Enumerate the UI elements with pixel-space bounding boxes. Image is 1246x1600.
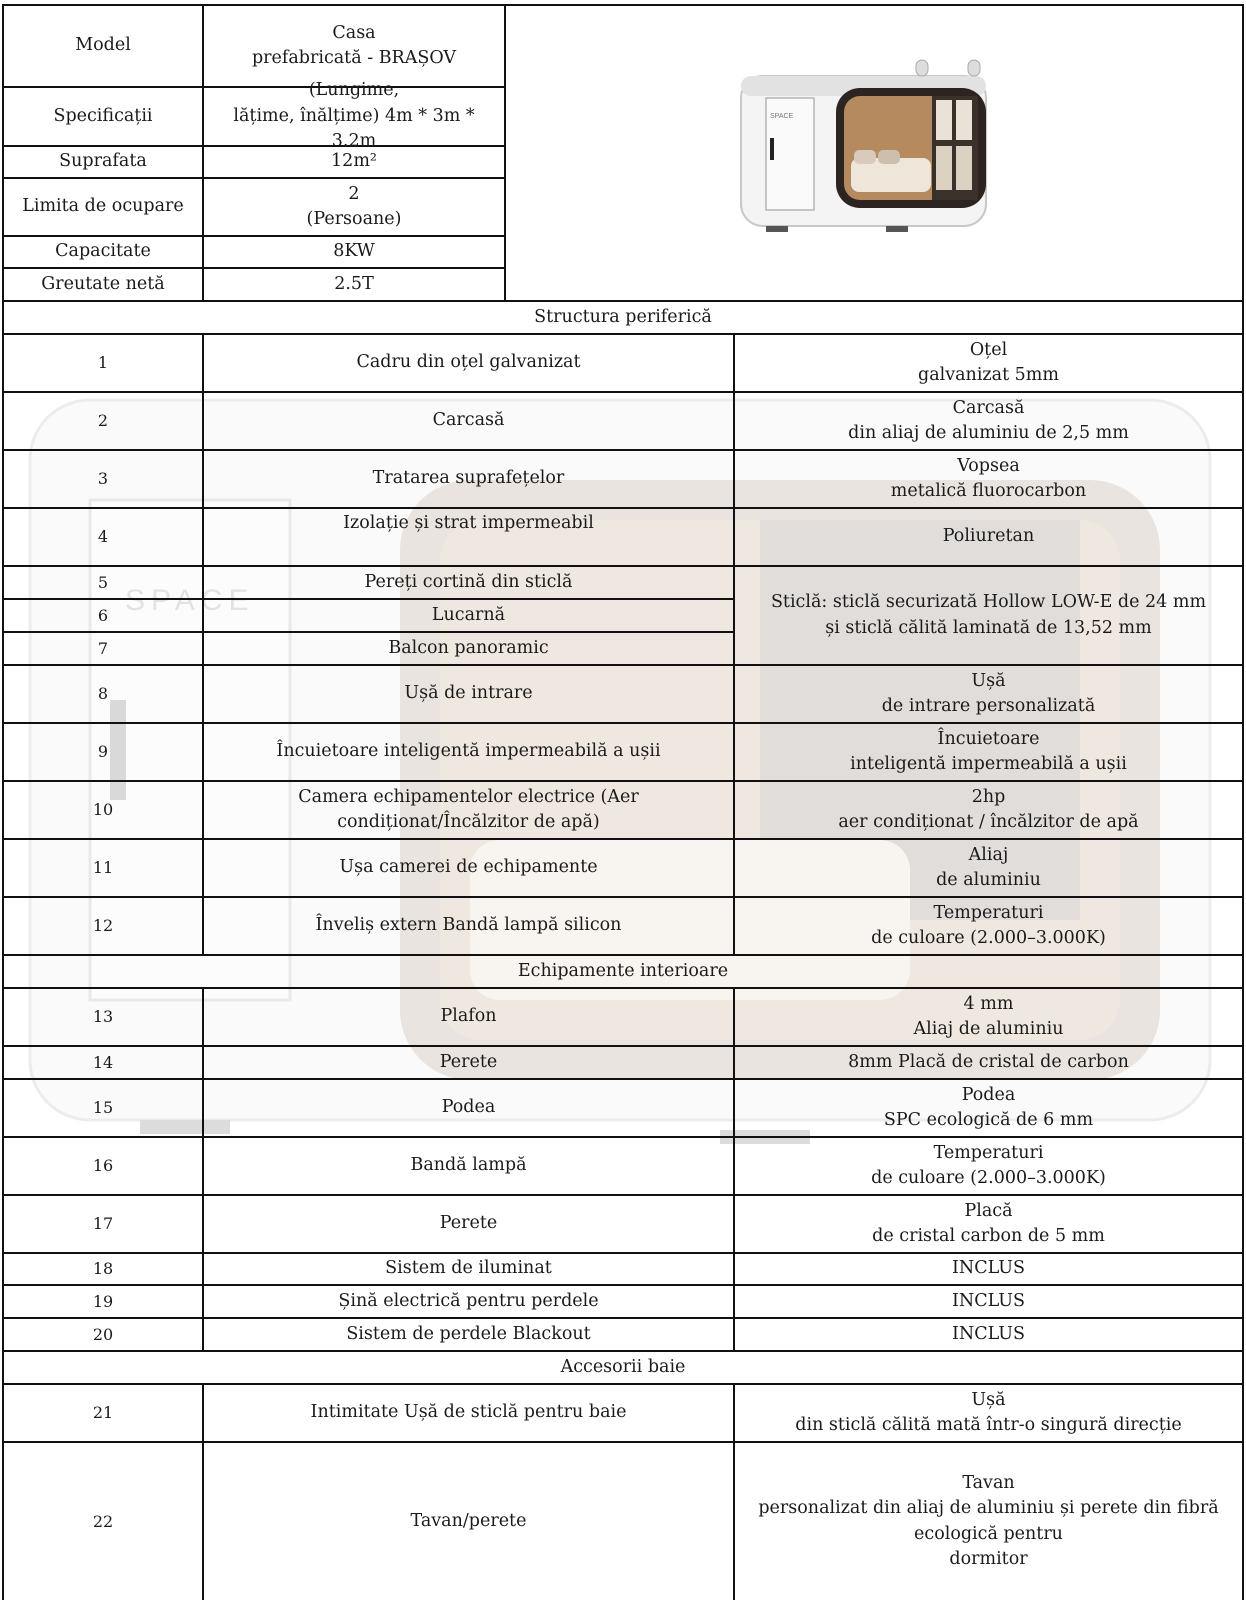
- row-spec: Aliaj de aluminiu: [735, 840, 1244, 898]
- row-item: Pereți cortină din sticlă: [204, 567, 735, 600]
- row-number: 20: [2, 1319, 204, 1352]
- row-number: 6: [2, 600, 204, 633]
- row-number: 4: [2, 509, 204, 567]
- row-number: 5: [2, 567, 204, 600]
- row-item: Lucarnă: [204, 600, 735, 633]
- row-item: Înveliș extern Bandă lampă silicon: [204, 898, 735, 956]
- row-number: 14: [2, 1047, 204, 1080]
- row-number: 21: [2, 1385, 204, 1443]
- row-spec: Podea SPC ecologică de 6 mm: [735, 1080, 1244, 1138]
- row-spec: Tavan personalizat din aliaj de aluminiu și perete din fibră ecologică pentru dormitor: [735, 1443, 1244, 1600]
- label-occupancy: Limita de ocupare: [2, 179, 204, 237]
- row-number: 22: [2, 1443, 204, 1600]
- row-item: Camera echipamentelor electrice (Aer condiționat/Încălzitor de apă): [204, 782, 735, 840]
- row-spec: Poliuretan: [735, 509, 1244, 567]
- value-weight: 2.5T: [204, 269, 506, 302]
- row-item: Ușa camerei de echipamente: [204, 840, 735, 898]
- label-weight: Greutate netă: [2, 269, 204, 302]
- row-number: 17: [2, 1196, 204, 1254]
- row-item: Cadru din oțel galvanizat: [204, 335, 735, 393]
- row-item: Ușă de intrare: [204, 666, 735, 724]
- row-number: 9: [2, 724, 204, 782]
- row-number: 11: [2, 840, 204, 898]
- section-bathroom-accessories: Accesorii baie: [2, 1352, 1244, 1385]
- row-item: Perete: [204, 1047, 735, 1080]
- row-spec: Temperaturi de culoare (2.000–3.000K): [735, 898, 1244, 956]
- row-spec: 8mm Placă de cristal de carbon: [735, 1047, 1244, 1080]
- product-image-cell: [506, 4, 1244, 302]
- label-specs: Specificații: [2, 88, 204, 147]
- row-spec: Carcasă din aliaj de aluminiu de 2,5 mm: [735, 393, 1244, 451]
- row-item: Carcasă: [204, 393, 735, 451]
- label-model: Model: [2, 4, 204, 88]
- row-spec: Ușă de intrare personalizată: [735, 666, 1244, 724]
- value-specs: (Lungime, lățime, înălțime) 4m * 3m * 3.2m: [204, 88, 506, 147]
- capsule-house-image: [736, 58, 996, 248]
- svg-text:SPACE: SPACE: [125, 584, 255, 617]
- row-spec: INCLUS: [735, 1254, 1244, 1286]
- row-item: Balcon panoramic: [204, 633, 735, 666]
- row-item: Plafon: [204, 989, 735, 1047]
- row-item: Bandă lampă: [204, 1138, 735, 1196]
- row-spec: 4 mm Aliaj de aluminiu: [735, 989, 1244, 1047]
- row-number: 2: [2, 393, 204, 451]
- label-area: Suprafata: [2, 147, 204, 179]
- row-number: 7: [2, 633, 204, 666]
- row-item: Tratarea suprafețelor: [204, 451, 735, 509]
- row-spec: Placă de cristal carbon de 5 mm: [735, 1196, 1244, 1254]
- row-item: Încuietoare inteligentă impermeabilă a ușii: [204, 724, 735, 782]
- row-spec: Ușă din sticlă călită mată într-o singură direcție: [735, 1385, 1244, 1443]
- row-spec: 2hp aer condiționat / încălzitor de apă: [735, 782, 1244, 840]
- label-capacity: Capacitate: [2, 237, 204, 269]
- section-peripheral-structure: Structura periferică: [2, 302, 1244, 335]
- row-item: Șină electrică pentru perdele: [204, 1286, 735, 1319]
- row-number: 15: [2, 1080, 204, 1138]
- section-interior-equipment: Echipamente interioare: [2, 956, 1244, 989]
- row-spec-glass: Sticlă: sticlă securizată Hollow LOW-E de 24 mm și sticlă călită laminată de 13,52 mm: [735, 567, 1244, 666]
- value-occupancy: 2 (Persoane): [204, 179, 506, 237]
- row-number: 3: [2, 451, 204, 509]
- row-item: Sistem de iluminat: [204, 1254, 735, 1286]
- row-spec: Vopsea metalică fluorocarbon: [735, 451, 1244, 509]
- row-number: 16: [2, 1138, 204, 1196]
- value-area: 12m²: [204, 147, 506, 179]
- row-spec: Temperaturi de culoare (2.000–3.000K): [735, 1138, 1244, 1196]
- row-item: Intimitate Ușă de sticlă pentru baie: [204, 1385, 735, 1443]
- row-number: 18: [2, 1254, 204, 1286]
- row-item: Podea: [204, 1080, 735, 1138]
- row-number: 19: [2, 1286, 204, 1319]
- value-capacity: 8KW: [204, 237, 506, 269]
- value-model: Casa prefabricată - BRAȘOV: [204, 4, 506, 88]
- svg-text:SPACE: SPACE: [770, 113, 794, 120]
- row-number: 10: [2, 782, 204, 840]
- row-item: Perete: [204, 1196, 735, 1254]
- row-item: Izolație și strat impermeabil: [204, 509, 735, 567]
- row-spec: INCLUS: [735, 1286, 1244, 1319]
- row-number: 12: [2, 898, 204, 956]
- row-item: Tavan/perete: [204, 1443, 735, 1600]
- row-spec: INCLUS: [735, 1319, 1244, 1352]
- row-number: 1: [2, 335, 204, 393]
- row-number: 13: [2, 989, 204, 1047]
- row-number: 8: [2, 666, 204, 724]
- row-item: Sistem de perdele Blackout: [204, 1319, 735, 1352]
- row-spec: Oțel galvanizat 5mm: [735, 335, 1244, 393]
- row-spec: Încuietoare inteligentă impermeabilă a ușii: [735, 724, 1244, 782]
